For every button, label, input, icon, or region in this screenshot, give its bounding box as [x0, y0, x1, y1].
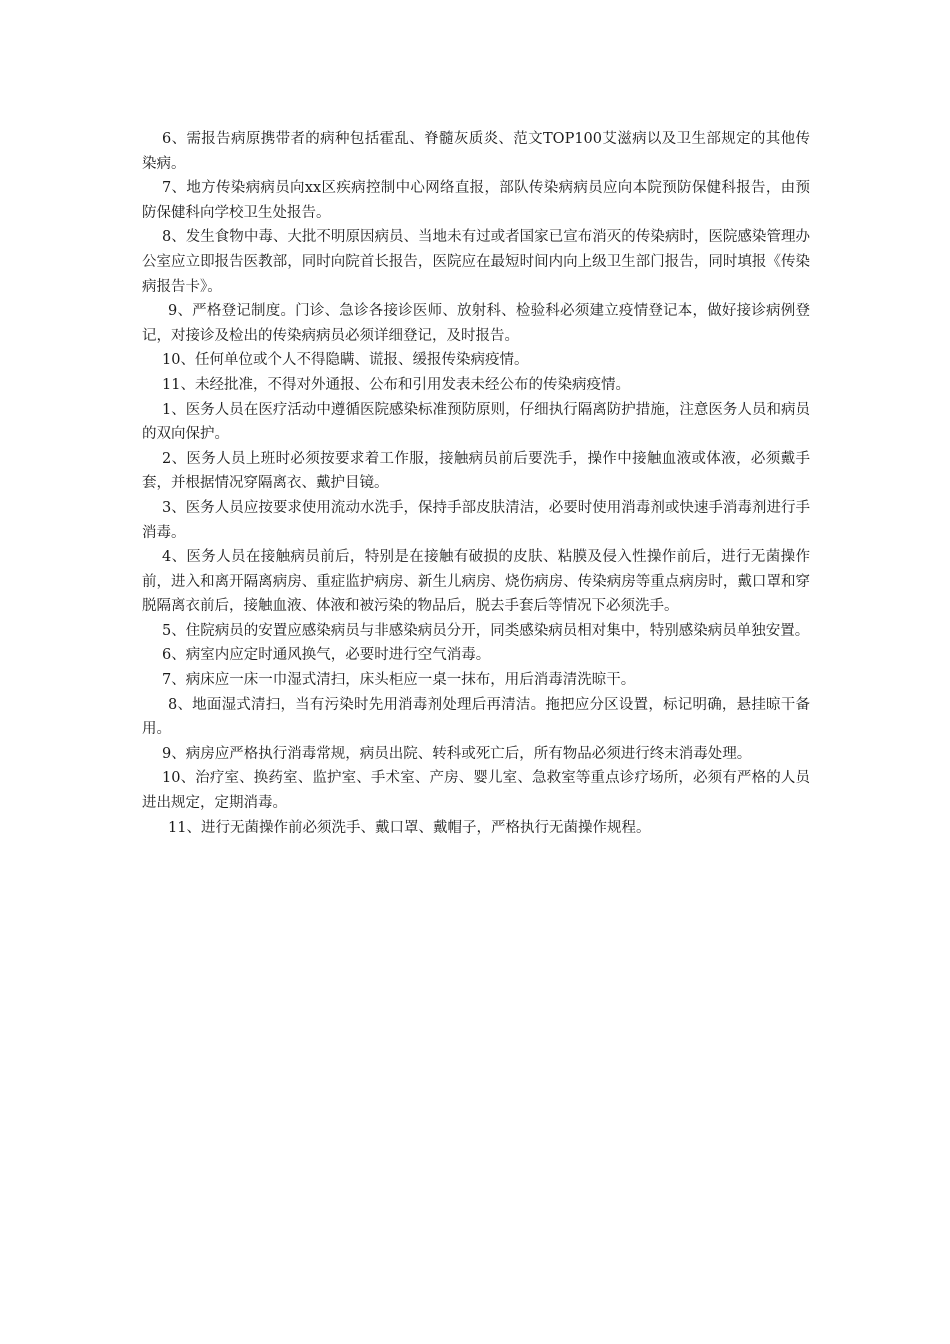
paragraph: 6、需报告病原携带者的病种包括霍乱、脊髓灰质炎、范文TOP100艾滋病以及卫生部规定的其他传染病。 — [142, 131, 810, 172]
paragraph: 5、住院病员的安置应感染病员与非感染病员分开，同类感染病员相对集中，特别感染病员单独安置。 — [162, 622, 810, 639]
paragraph: 10、治疗室、换药室、监护室、手术室、产房、婴儿室、急救室等重点诊疗场所，必须有严格的人员进出规定，定期消毒。 — [142, 770, 810, 812]
document-body — [142, 127, 810, 840]
paragraph: 2、医务人员上班时必须按要求着工作服，接触病员前后要洗手，操作中接触血液或体液，必须戴手套，并根据情况穿隔离衣、戴护目镜。 — [142, 450, 810, 492]
paragraph: 7、病床应一床一巾湿式清扫，床头柜应一桌一抹布，用后消毒清洗晾干。 — [162, 672, 636, 689]
paragraph: 6、病室内应定时通风换气，必要时进行空气消毒。 — [162, 647, 491, 664]
paragraph: 3、医务人员应按要求使用流动水洗手，保持手部皮肤清洁，必要时使用消毒剂或快速手消毒剂进行手消毒。 — [142, 499, 810, 541]
paragraph: 10、任何单位或个人不得隐瞒、谎报、缓报传染病疫情。 — [162, 352, 529, 369]
paragraph: 7、地方传染病病员向xx区疾病控制中心网络直报，部队传染病病员应向本院预防保健科报告，由预防保健科向学校卫生处报告。 — [142, 180, 810, 221]
paragraph: 11、未经批准，不得对外通报、公布和引用发表未经公布的传染病疫情。 — [162, 376, 630, 393]
paragraph: 8、地面湿式清扫，当有污染时先用消毒剂处理后再清洁。拖把应分区设置，标记明确，悬挂晾干备用。 — [142, 696, 810, 738]
paragraph: 1、医务人员在医疗活动中遵循医院感染标准预防原则，仔细执行隔离防护措施，注意医务人员和病员的双向保护。 — [142, 401, 810, 443]
paragraph: 9、病房应严格执行消毒常规，病员出院、转科或死亡后，所有物品必须进行终末消毒处理。 — [162, 745, 752, 762]
paragraph: 11、进行无菌操作前必须洗手、戴口罩、戴帽子，严格执行无菌操作规程。 — [168, 819, 651, 836]
paragraph: 4、医务人员在接触病员前后，特别是在接触有破损的皮肤、粘膜及侵入性操作前后，进行无菌操作前，进入和离开隔离病房、重症监护病房、新生儿病房、烧伤病房、传染病房等重点病房时，戴口罩和穿脱隔离衣前后，接触血液、体液和被污染的物品后，脱去手套后等情况下必须洗手。 — [142, 549, 810, 615]
paragraph: 8、发生食物中毒、大批不明原因病员、当地未有过或者国家已宣布消灭的传染病时，医院感染管理办公室应立即报告医教部，同时向院首长报告，医院应在最短时间内向上级卫生部门报告，同时填报《传染病报告卡》。 — [142, 229, 810, 295]
paragraph: 9、严格登记制度。门诊、急诊各接诊医师、放射科、检验科必须建立疫情登记本，做好接诊病例登记，对接诊及检出的传染病病员必须详细登记，及时报告。 — [142, 303, 810, 344]
